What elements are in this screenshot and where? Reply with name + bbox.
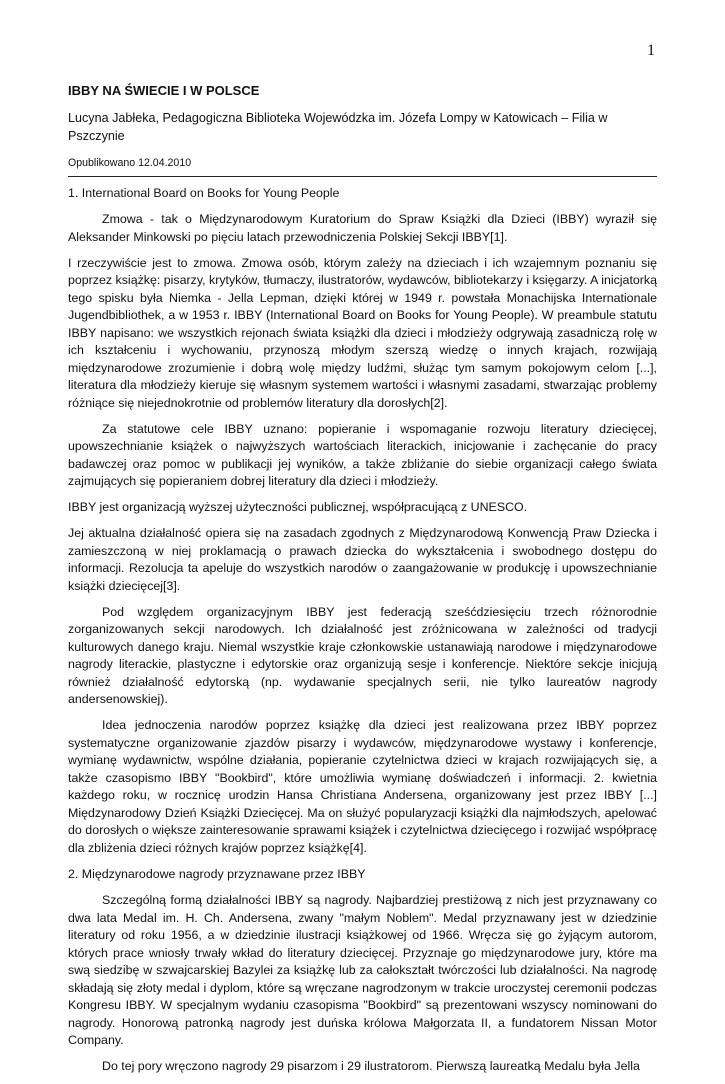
section-2-heading: 2. Międzynarodowe nagrody przyznawane przez IBBY [68,866,366,881]
page-number: 1 [647,42,655,59]
paragraph: Pod względem organizacyjnym IBBY jest federacją sześćdziesięciu trzech różnorodnie zorganizowanych sekcji narodowych. Ich działalność jest zróżnicowana w zależności od tradycji kulturowych danego kraju. Niemal wszystkie kraje członkowskie ustanawiają narodowe i międzynarodowe nagrody literackie, plastyczne i edytorskie oraz organizują sesje i konferencje. Niektóre sekcje inicjują również działalność edytorską (np. wydawanie specjalnych serii, nie tylko laureatów nagrody andersenowskiej). [68,604,657,706]
document-body [68,82,657,1084]
paragraph: IBBY jest organizacją wyższej użyteczności publicznej, współpracującą z UNESCO. [68,500,528,514]
paragraph: Jej aktualna działalność opiera się na zasadach zgodnych z Międzynarodową Konwencją Praw Dziecka i zamieszczoną w niej proklamacją o prawach dziecka do wykształcenia i swobodnego dostępu do informacji. Rezolucja ta apeluje do wszystkich narodów o zaangażowanie w produkcję i upowszechnianie książki dziecięcej[3]. [68,526,657,593]
paragraph: Za statutowe cele IBBY uznano: popieranie i wspomaganie rozwoju literatury dziecięcej, upowszechnianie książek o najwyższych wartościach literackich, inicjowanie i zachęcanie do pracy badawczej oraz pomoc w publikacji jej wyników, a także zbliżanie do siebie organizacji całego świata zajmujących się popieraniem dobrej literatury dla dzieci i młodzieży. [68,421,657,488]
section-1-heading: 1. International Board on Books for Young People [68,185,340,200]
document-title: IBBY NA ŚWIECIE I W POLSCE [68,83,260,98]
paragraph: I rzeczywiście jest to zmowa. Zmowa osób, którym zależy na dzieciach i ich wzajemnym poznaniu się poprzez książkę: pisarzy, krytyków, tłumaczy, ilustratorów, wydawców, bibliotekarzy i księgarzy. A inicjatorką tego spisku była Niemka - Jella Lepman, dzięki której w 1949 r. powstała Monachijska Internationale Jugendbibliothek, a w 1953 r. IBBY (International Board on Books for Young People). W preambule statutu IBBY napisano: we wszystkich rejonach świata książki dla dzieci i młodzieży odgrywają zasadniczą rolę w ich kształceniu i wychowaniu, przynoszą młodym szerszą wiedzę o innych krajach, rozwijają międzynarodowe zrozumienie i dobrą wolę między ludźmi, służąc tym samym pokojowym celom [...], literatura dla młodzieży kieruje się własnym systemem wartości i własnymi zasadami, stwarzając problemy różniące się niejednokrotnie od problemów literatury dla dorosłych[2]. [68,255,657,410]
author-line: Lucyna Jabłeka, Pedagogiczna Biblioteka Wojewódzka im. Józefa Lompy w Katowicach – Filia w Pszczynie [68,111,608,143]
published-date: Opublikowano 12.04.2010 [68,155,657,177]
paragraph: Szczególną formą działalności IBBY są nagrody. Najbardziej prestiżową z nich jest przyznawany co dwa lata Medal im. H. Ch. Andersena, zwany "małym Noblem". Medal przyznawany jest w dziedzinie literatury od roku 1956, a w dziedzinie ilustracji książkowej od 1966. Wręcza się go żyjącym autorom, których prace wniosły trwały wkład do literatury dziecięcej. Przyznaje go międzynarodowe jury, które ma swą siedzibę w szwajcarskiej Bazylei za książkę lub za całokształt twórczości lub działalności. Na nagrodę składają się złoty medal i dyplom, które są wręczane nagrodzonym w trakcie uroczystej ceremonii podczas Kongresu IBBY. W specjalnym wydaniu czasopisma "Bookbird" są prezentowani wszyscy nominowani do nagrody. Honorową patronką nagrody jest duńska królowa Małgorzata II, a fundatorem Nissan Motor Company. [68,893,657,1047]
paragraph: Zmowa - tak o Międzynarodowym Kuratorium do Spraw Książki dla Dzieci (IBBY) wyraził się Aleksander Minkowski po pięciu latach przewodniczenia Polskiej Sekcji IBBY[1]. [68,212,657,244]
paragraph: Idea jednoczenia narodów poprzez książkę dla dzieci jest realizowana przez IBBY poprzez systematyczne organizowanie zjazdów pisarzy i wydawców, międzynarodowe wystawy i konferencje, wymianę wydawnictw, wspólne działania, popieranie czytelnictwa dzieci w krajach rozwijających się, a także czasopismo IBBY "Bookbird", które umożliwia wymianę doświadczeń i informacji. 2. kwietnia każdego roku, w rocznicę urodzin Hansa Christiana Andersena, organizowany jest przez IBBY [...] Międzynarodowy Dzień Książki Dziecięcej. Ma on służyć popularyzacji książki dla najmłodszych, apelować do dorosłych o większe zainteresowanie sprawami książek i czytelnictwa dziecięcego i rozwijać współpracę dla zbliżenia dzieci różnych krajów poprzez książkę[4]. [68,718,657,855]
paragraph: Do tej pory wręczono nagrody 29 pisarzom i 29 ilustratorom. Pierwszą laureatką Medalu była Jella [102,1059,640,1073]
